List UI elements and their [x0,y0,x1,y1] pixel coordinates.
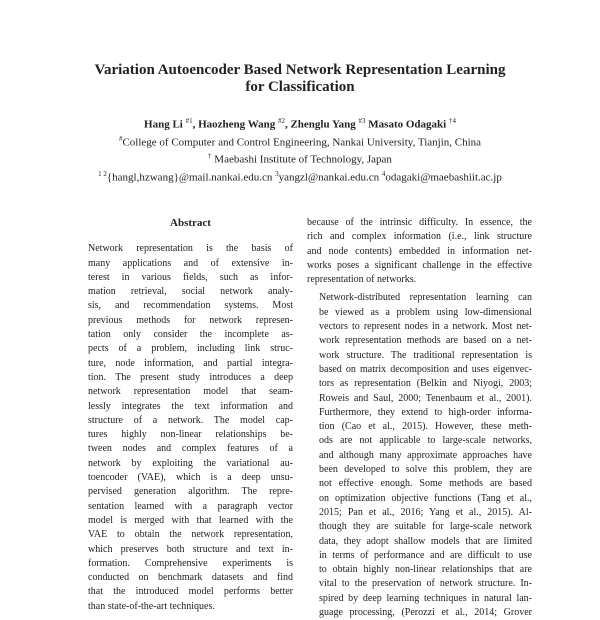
title-line-1: Variation Autoencoder Based Network Representation Learning [94,62,506,78]
body-line: ods are not applicable to large-scale networks, [319,435,532,447]
intro-paragraph-1 [307,216,532,287]
affiliation-2-text: Maebashi Institute of Technology, Japan [214,153,392,166]
intro-column [307,216,532,620]
paper-title [0,62,600,96]
body-line: Furthermore, they extend to high-order informa- [319,406,532,418]
intro-paragraph-2 [307,291,532,620]
abstract-line: tation only consider the incomplete as- [88,329,293,341]
title-line-2: for Classification [245,79,355,95]
author-1-mark: #1 [185,117,193,125]
email-4: odagaki@maebashiit.ac.jp [385,171,502,184]
abstract-line: model is merged with that learned with the [88,514,293,526]
abstract-line: network representation model that seam- [88,386,293,398]
body-line: because of the intrinsic difficulty. In essence, the [307,217,532,228]
body-line: work structure. The traditional representation is [319,349,532,361]
abstract-line: which preserves both structure and text in- [88,543,293,555]
abstract-line: formation. Comprehensive experiments is [88,557,293,569]
abstract-line: ture, node information, and partial integra- [88,357,293,369]
abstract-line: tures highly non-linear relationships be- [88,429,293,441]
affiliation-1 [0,132,600,150]
body-line: guage processing, (Perozzi et al., 2014; Grover [319,607,532,619]
affiliation-2 [0,149,600,167]
body-line: based on matrix decomposition and uses eigenvec- [319,363,532,375]
body-line: works poses a significant challenge in the effective [307,259,532,271]
body-line: spired by deep learning techniques in natural lan- [319,592,532,604]
body-line: work representation methods are based on a net- [319,335,532,347]
abstract-line: Network representation is the basis of [88,243,293,255]
body-line: in terms of performance and are difficult to use [319,549,532,561]
author-1: Hang Li [144,118,183,131]
abstract-line: tion. The present study introduces a deep [88,371,293,383]
email-4-mark: 4 [381,169,386,178]
abstract-line: that the introduced model performs better [88,586,293,598]
author-4-mark: †4 [448,117,456,125]
abstract-line: pervised generation algorithm. The repre- [88,486,293,498]
body-line: to obtain highly non-linear relationships that are [319,564,532,576]
author-names: Hang Li $^{\#1}$, Haozheng Wang $^{\#2}$, Zhenglu Yang $^{\#3}$ Masato Odagaki $^{\dagger 4}$ [144,117,456,131]
affiliation-2-mark: † [208,152,212,161]
abstract-column [88,216,293,614]
abstract-line: sentation learned with a paragraph vector [88,500,293,512]
abstract-line: structure of a network. The model cap- [88,414,293,426]
abstract-line: VAE to obtain the network representation, [88,529,293,541]
email-12-mark: 1 2 [98,169,107,178]
abstract-line: many applications and of extensive in- [88,257,293,269]
affiliation-1-text: College of Computer and Control Engineering, Nankai University, Tianjin, China [122,136,482,149]
body-line: tors as representation (Belkin and Niyogi, 2003; [319,378,532,390]
abstract-line: previous methods for network represen- [88,314,293,326]
email-3-mark: 3 [275,169,279,178]
body-line: vital to the preservation of network structure. In- [319,578,532,590]
body-line: on optimization objective functions (Tang et al., [319,492,532,504]
body-line: Network-distributed representation learning can [319,292,532,304]
abstract-line: than state-of-the-art techniques. [88,600,215,612]
body-line: and node contents) embedded in information net- [307,245,532,257]
body-line: rich and complex information (i.e., link structure [307,231,532,243]
body-line: though they are suitable for large-scale network [319,521,532,533]
abstract-line: lessly integrates the text information and [88,400,293,412]
abstract-line: terest in various fields, such as infor- [88,271,293,283]
author-3: Zhenglu Yang [290,118,356,131]
abstract-line: mation retrieval, social network analy- [88,286,293,298]
body-line: Roweis and Saul, 2000; Tenenbaum et al., 2001). [319,392,532,404]
author-3-mark: #3 [358,117,366,125]
author-2: Haozheng Wang [198,118,276,131]
abstract-line: sis, and recommendation systems. Most [88,300,293,312]
author-4: Masato Odagaki [368,118,447,131]
abstract-line: tween nodes and complex features of a [88,443,293,455]
abstract-line: toencoder (VAE), which is a deep unsu- [88,472,293,484]
affiliation-1-mark: # [118,134,123,143]
abstract-line: network by exploiting the variational au- [88,457,293,469]
body-line: be viewed as a problem using low-dimensional [319,306,532,318]
email-12: {hangl,hzwang}@mail.nankai.edu.cn [106,171,273,184]
abstract-heading: Abstract [170,217,211,229]
abstract-line: conducted on benchmark datasets and find [88,572,293,584]
body-line: tion (Cao et al., 2015). However, these meth- [319,421,532,433]
author-block [0,114,600,185]
body-line: not effective enough. Some methods are based [319,478,532,490]
author-emails [0,167,600,185]
body-line: vectors to represent nodes in a network. Most net- [319,321,532,333]
body-line: data, they adopt shallow models that are limited [319,535,532,547]
body-line: been developed to solve this problem, they are [319,464,532,476]
email-3: yangzl@nankai.edu.cn [278,171,380,184]
body-line: representation of networks. [307,274,417,286]
abstract-line: pects of a problem, including link struc- [88,343,293,355]
body-line: and although many approximate approaches have [319,449,532,461]
author-2-mark: #2 [277,117,285,125]
abstract-text [88,242,293,614]
body-line: 2015; Pan et al., 2016; Yang et al., 2015). Al- [319,506,532,518]
